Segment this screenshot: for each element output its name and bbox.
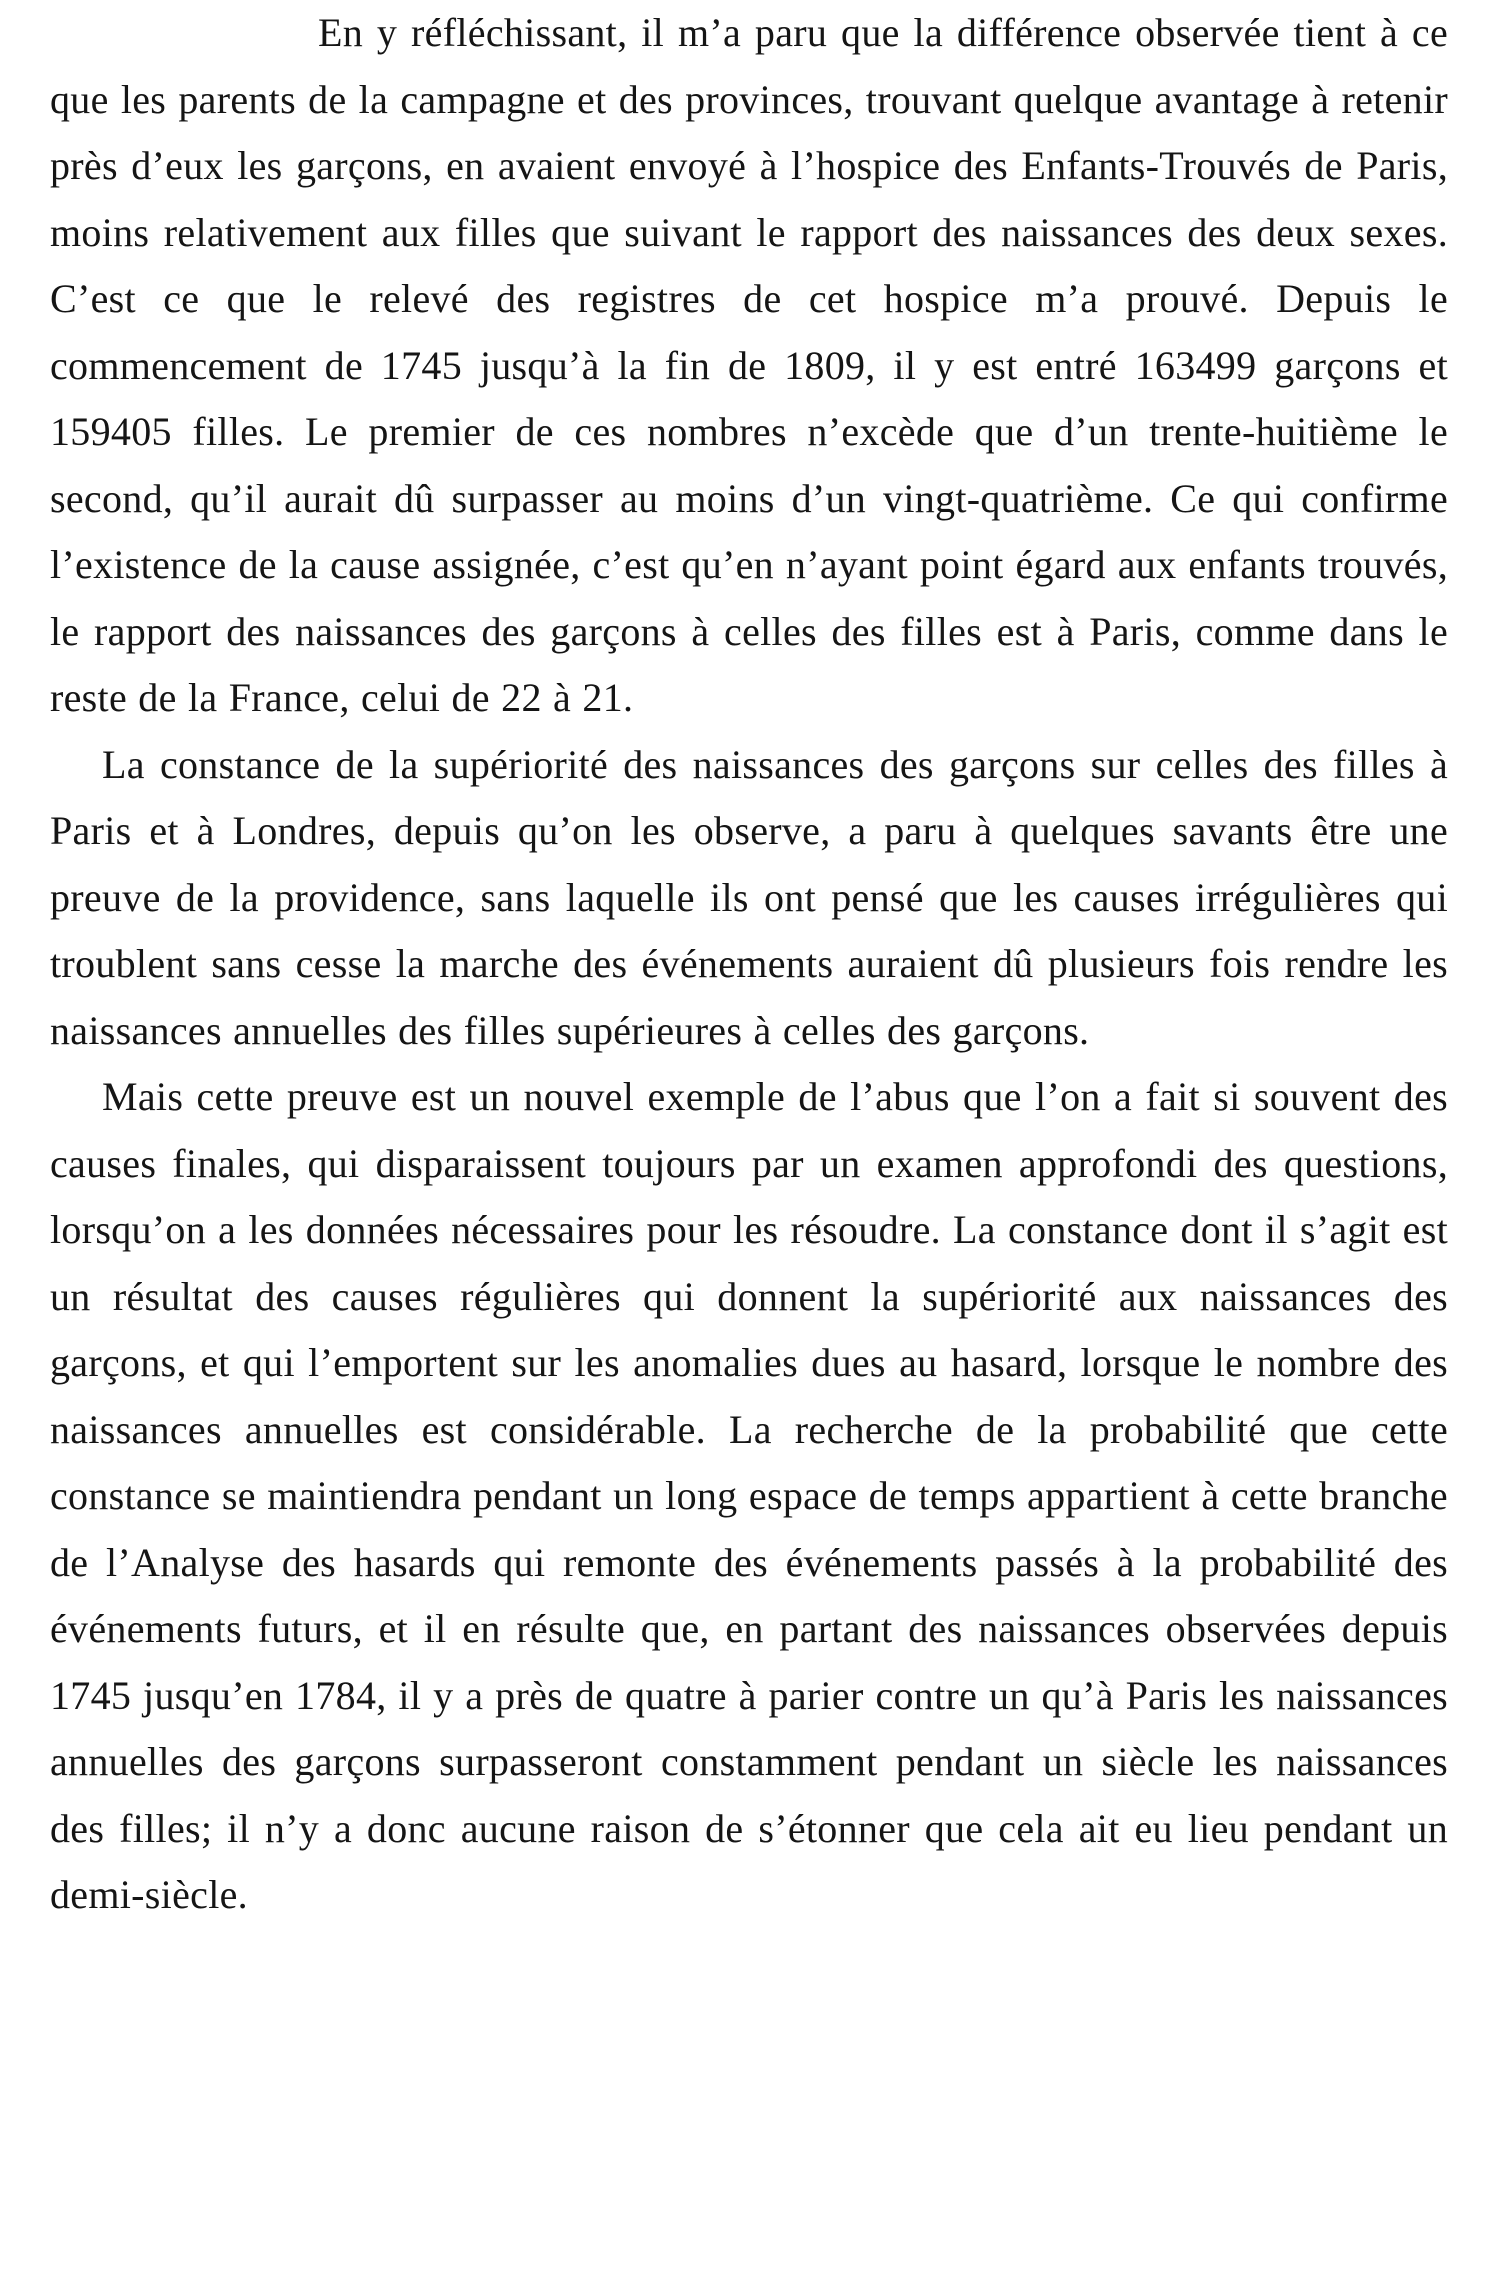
paragraph-causes-finales: Mais cette preuve est un nouvel exemple de l’abus que l’on a fait si souvent des causes finales, qui disparaissent toujours par un examen approfondi des questions, lorsqu’on a les données nécessaires pour les résoudre. La constance dont il s’agit est un résultat des causes régulières qui donnent la supériorité aux naissances des garçons, et qui l’emportent sur les anomalies dues au hasard, lorsque le nombre des naissances annuelles est considérable. La recherche de la probabilité que cette constance se maintiendra pendant un long espace de temps appartient à cette branche de l’Analyse des hasards qui remonte des événements passés à la probabilité des événements futurs, et il en résulte que, en partant des naissances observées depuis 1745 jusqu’en 1784, il y a près de quatre à parier contre un qu’à Paris les naissances annuelles des garçons surpasseront constamment pendant un siècle les naissances des filles; il n’y a donc aucune raison de s’étonner que cela ait eu lieu pendant un demi-siècle. [50, 1074, 1448, 1917]
document-page [50, 0, 1448, 1929]
paragraph-constance: La constance de la supériorité des naissances des garçons sur celles des filles à Paris et à Londres, depuis qu’on les observe, a paru à quelques savants être une preuve de la providence, sans laquelle ils ont pensé que les causes irrégulières qui troublent sans cesse la marche des événements auraient dû plusieurs fois rendre les naissances annuelles des filles supérieures à celles des garçons. [50, 741, 1448, 1053]
paragraph-enfants-trouves: En y réfléchissant, il m’a paru que la différence observée tient à ce que les parents de la campagne et des provinces, trouvant quelque avantage à retenir près d’eux les garçons, en avaient envoyé à l’hospice des Enfants-Trouvés de Paris, moins relativement aux filles que suivant le rapport des naissances des deux sexes. C’est ce que le relevé des registres de cet hospice m’a prouvé. Depuis le commencement de 1745 jusqu’à la fin de 1809, il y est entré 163499 garçons et 159405 filles. Le premier de ces nombres n’excède que d’un trente-huitième le second, qu’il aurait dû surpasser au moins d’un vingt-quatrième. Ce qui confirme l’existence de la cause assignée, c’est qu’en n’ayant point égard aux enfants trouvés, le rapport des naissances des garçons à celles des filles est à Paris, comme dans le reste de la France, celui de 22 à 21. [50, 10, 1448, 720]
